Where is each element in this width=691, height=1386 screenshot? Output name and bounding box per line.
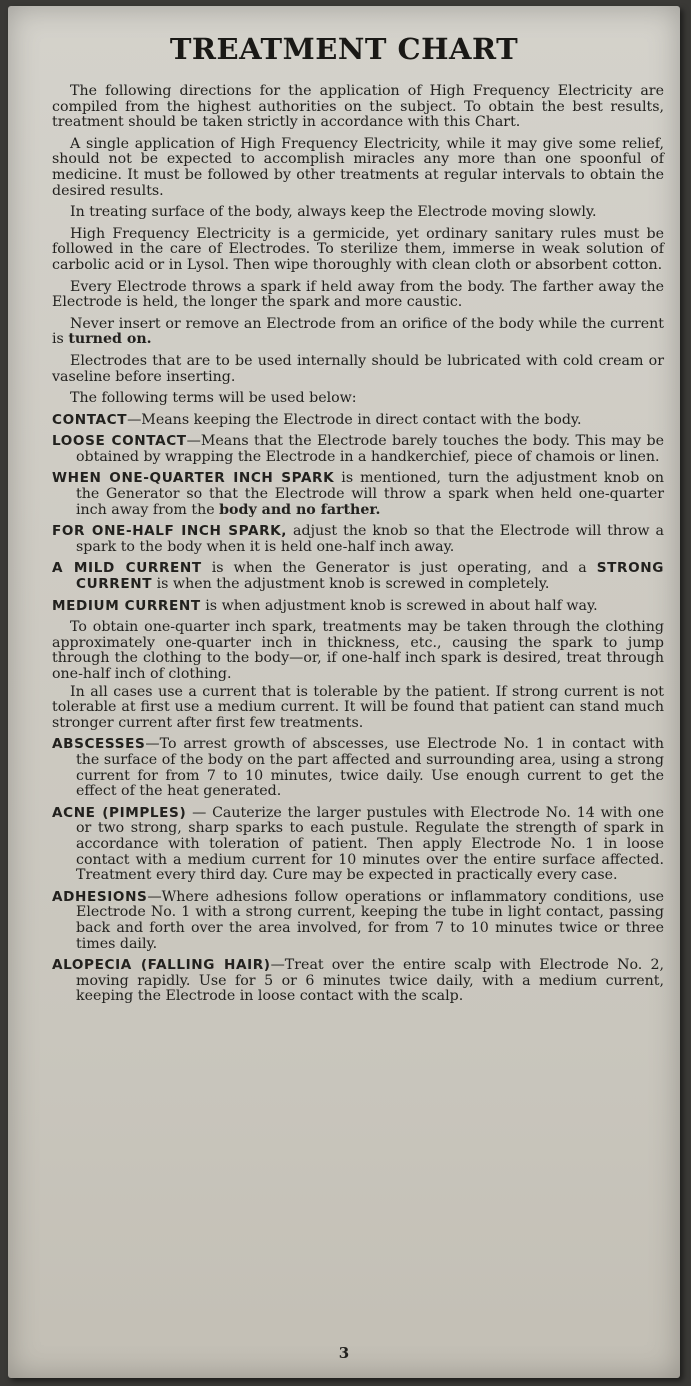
- definition-quarter-spark: [52, 471, 664, 518]
- definition-half-spark: [52, 524, 664, 555]
- term-medium-current: MEDIUM CURRENT: [52, 597, 201, 614]
- term-loose-contact: LOOSE CONTACT: [52, 433, 187, 450]
- treatment-text: —To arrest growth of abscesses, use Electrode No. 1 in contact with the surface of the body on the part affected and surrounding area, using a strong current for from 7 to 10 minutes, twice daily. Use enough current to get the effect of the heat generated.: [76, 736, 664, 800]
- document-page: [8, 6, 680, 1378]
- term-adhesions: ADHESIONS: [52, 888, 148, 905]
- term-half-spark: FOR ONE-HALF INCH SPARK,: [52, 523, 288, 540]
- page-title: TREATMENT CHART: [169, 32, 519, 66]
- intro-paragraph: High Frequency Electricity is a germicide, yet ordinary sanitary rules must be followed in the care of Electrodes. To sterilize them, immerse in weak solution of carbolic acid or in Lysol. Then wipe thoroughly with clean cloth or absorbent cotton.: [52, 225, 664, 273]
- term-alopecia: ALOPECIA (FALLING HAIR): [52, 957, 271, 974]
- lubricate-paragraph: Electrodes that are to be used internally should be lubricated with cold cream or vaseline before inserting.: [52, 352, 664, 385]
- term-mild-current: A MILD CURRENT: [52, 560, 202, 577]
- term-contact: CONTACT: [52, 411, 128, 428]
- definition-loose-contact: [52, 434, 664, 465]
- term-abscesses: ABSCESSES: [52, 736, 146, 753]
- definition-text: —Means keeping the Electrode in direct contact with the body.: [127, 411, 582, 428]
- definition-bold: body and no farther.: [219, 501, 381, 518]
- term-acne: ACNE (PIMPLES): [52, 804, 187, 821]
- treatment-acne: [52, 806, 664, 884]
- clothing-paragraph: To obtain one-quarter inch spark, treatments may be taken through the clothing approximately one-quarter inch in thickness, etc., causing the spark to jump through the clothing to the body—or, if one-half inch spark is desired, treat through one-half inch of clothing.: [52, 619, 664, 682]
- never-insert-bold: turned on.: [68, 331, 152, 348]
- definition-mild-current: [52, 561, 664, 592]
- document-body: [52, 84, 664, 1011]
- treatment-abscesses: [52, 737, 664, 799]
- definition-text: is mentioned, turn the adjustment knob on the Generator so that the Electrode will throw a spark when held one-quarter inch away from the: [76, 470, 664, 518]
- never-insert-text: Never insert or remove an Electrode from an orifice of the body while the current is: [52, 315, 664, 348]
- treatment-alopecia: [52, 958, 664, 1005]
- term-strong-current: STRONG CURRENT: [76, 560, 664, 593]
- definition-text: is when the Generator is just operating, and a: [201, 560, 597, 577]
- definition-contact: [52, 413, 664, 429]
- definition-text: —Means that the Electrode barely touches the body. This may be obtained by wrapping the Electrode in a handkerchief, piece of chamois or linen.: [76, 433, 665, 465]
- definition-medium-current: [52, 599, 664, 615]
- definition-text: is when the adjustment knob is screwed in completely.: [152, 576, 550, 593]
- treatment-text: — Cauterize the larger pustules with Electrode No. 14 with one or two strong, sharp sparks to each pustule. Regulate the strength of spark in accordance with toleration of patient. Then apply Electrode No. 1 in loose contact with a medium current for 10 minutes over the entire surface affected. Treatment every third day. Cure may be expected in practically every case.: [76, 804, 665, 884]
- treatment-text: —Where adhesions follow operations or inflammatory conditions, use Electrode No. 1 with a strong current, keeping the tube in light contact, passing back and forth over the area involved, for from 7 to 10 minutes twice or three times daily.: [76, 888, 664, 952]
- definition-text: adjust the knob so that the Electrode will throw a spark to the body when it is held one-half inch away.: [76, 523, 664, 555]
- tolerable-paragraph: In all cases use a current that is tolerable by the patient. If strong current is not tolerable at first use a medium current. It will be found that patient can stand much stronger current after first few treatments.: [52, 683, 664, 731]
- definition-text: is when adjustment knob is screwed in about half way.: [200, 597, 598, 614]
- treatment-adhesions: [52, 890, 664, 952]
- never-insert-paragraph: [52, 317, 664, 348]
- page-number: 3: [338, 1344, 350, 1362]
- terms-intro: The following terms will be used below:: [70, 390, 357, 407]
- intro-paragraph: Every Electrode throws a spark if held away from the body. The farther away the Electrode is held, the longer the spark and more caustic.: [52, 278, 664, 311]
- intro-paragraph: The following directions for the application of High Frequency Electricity are compiled from the highest authorities on the subject. To obtain the best results, treatment should be taken strictly in accordance with this Chart.: [52, 83, 664, 131]
- term-quarter-spark: WHEN ONE-QUARTER INCH SPARK: [52, 470, 335, 487]
- intro-paragraph: A single application of High Frequency Electricity, while it may give some relief, should not be expected to accomplish miracles any more than one spoonful of medicine. It must be followed by other treatments at regular intervals to obtain the desired results.: [52, 135, 664, 199]
- intro-paragraph: In treating surface of the body, always keep the Electrode moving slowly.: [70, 204, 597, 221]
- treatment-text: —Treat over the entire scalp with Electrode No. 2, moving rapidly. Use for 5 or 6 minutes twice daily, with a medium current, keeping the Electrode in loose contact with the scalp.: [76, 957, 664, 1005]
